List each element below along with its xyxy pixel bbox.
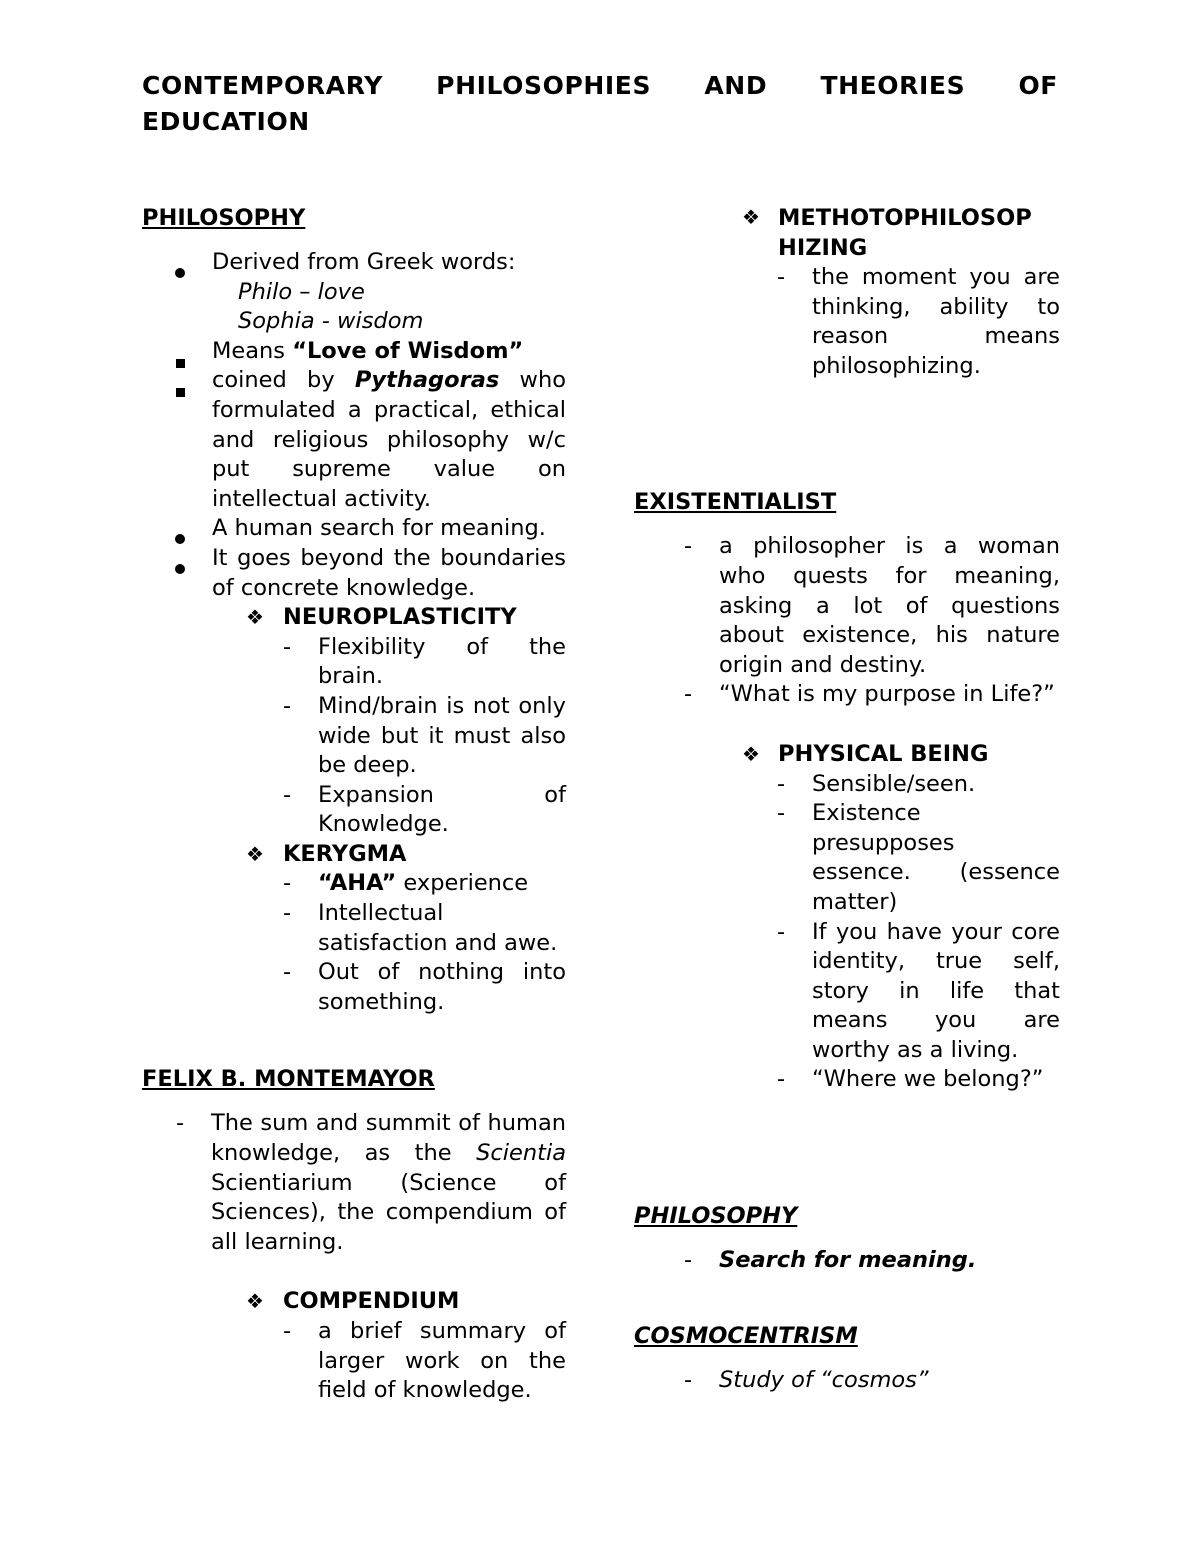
neuro-item-2: - Mind/brain is not only wide but it must also be deep.	[283, 692, 566, 779]
philosophy-heading-2: PHILOSOPHY	[634, 1203, 798, 1230]
dash-icon: -	[777, 918, 786, 945]
philosophy2-item: - Search for meaning.	[634, 1246, 1060, 1276]
physical-item-4: - “Where we belong?”	[634, 1065, 1060, 1095]
dash-icon: -	[684, 533, 693, 560]
bullet-means: Means “Love of Wisdom”	[142, 337, 566, 367]
dash-icon: -	[283, 870, 292, 897]
existentialist-item-1: - a philosopher is a woman who quests for meaning, asking a lot of questions about existence, his nature origin and destiny.	[684, 533, 1060, 678]
existentialist-heading: EXISTENTIALIST	[634, 489, 837, 516]
dash-icon: -	[283, 1318, 292, 1344]
diamond-bullet-icon: ❖	[246, 605, 264, 630]
existentialist-item-2: - “What is my purpose in Life?”	[634, 680, 1060, 710]
left-column	[142, 203, 566, 1406]
compendium-section: ❖ COMPENDIUM	[142, 1287, 566, 1317]
dash-icon: -	[283, 900, 292, 927]
physical-item-3: - If you have your core identity, true self, story in life that means you are worthy as a living.	[777, 918, 1060, 1063]
dash-icon: -	[684, 1366, 693, 1393]
diamond-bullet-icon: ❖	[742, 205, 760, 229]
neuro-item-3: - Expansion of Knowledge.	[283, 781, 566, 838]
neuroplasticity-section: ❖ NEUROPLASTICITY	[142, 603, 566, 633]
kerygma-item-1: - Intellectual satisfaction and awe.	[283, 900, 558, 956]
philosophy-heading: PHILOSOPHY	[142, 205, 306, 231]
dash-icon: -	[777, 800, 786, 827]
bullet-search: A human search for meaning.	[142, 514, 566, 544]
metho-section: ❖ METHOTOPHILOSOP HIZING	[742, 205, 1032, 261]
diamond-bullet-icon: ❖	[246, 841, 264, 866]
right-column	[634, 203, 1060, 1395]
dash-icon: -	[176, 1110, 185, 1137]
bullet-beyond: It goes beyond the boundaries of concrete knowledge.	[142, 544, 566, 603]
dash-icon: -	[283, 959, 292, 986]
dash-icon: -	[777, 770, 786, 797]
cosmocentrism-item: - Study of “cosmos”	[634, 1366, 1060, 1396]
bullet-coined: coined by Pythagoras who formulated a practical, ethical and religious philosophy w/c put supreme value on intellectual activity.	[142, 366, 566, 514]
diamond-bullet-icon: ❖	[246, 1289, 264, 1314]
dash-icon: -	[283, 781, 292, 808]
physical-item-2: - Existence presupposes essence. (essence matter)	[777, 800, 1060, 915]
kerygma-section: ❖ KERYGMA	[142, 840, 566, 870]
felix-heading: FELIX B. MONTEMAYOR	[142, 1066, 435, 1093]
dash-icon: -	[283, 692, 292, 719]
dash-icon: -	[684, 1247, 693, 1274]
bullet-dot-icon	[175, 553, 185, 583]
neuro-item-1: - Flexibility of the brain.	[283, 633, 566, 690]
bullet-dot-icon	[175, 257, 185, 287]
greek-philo: Philo – love	[238, 278, 365, 305]
metho-item-1: - the moment you are thinking, ability to reason means philosophizing.	[777, 264, 1060, 379]
compendium-item-1: - a brief summary of larger work on the field of knowledge.	[283, 1318, 566, 1404]
kerygma-item-2: - Out of nothing into something.	[283, 959, 566, 1015]
dash-icon: -	[684, 681, 693, 708]
diamond-bullet-icon: ❖	[742, 741, 760, 766]
felix-definition: - The sum and summit of human knowledge, as the Scientia Scientiarium (Science of Sciences), the compendium of all learning.	[176, 1110, 566, 1255]
document-title: CONTEMPORARY PHILOSOPHIES AND THEORIES OF EDUCATION	[142, 71, 1058, 136]
bullet-derived: Derived from Greek words:	[142, 248, 566, 278]
cosmocentrism-heading: COSMOCENTRISM	[634, 1322, 858, 1349]
physical-item-1: - Sensible/seen.	[634, 770, 1060, 800]
dash-icon: -	[283, 633, 292, 660]
physical-being-section: ❖ PHYSICAL BEING	[634, 740, 1060, 770]
dash-icon: -	[777, 264, 786, 290]
greek-sophia: Sophia - wisdom	[238, 308, 424, 335]
dash-icon: -	[777, 1066, 786, 1093]
kerygma-aha: - “AHA” experience	[142, 869, 566, 899]
bullet-square-icon	[176, 376, 185, 406]
